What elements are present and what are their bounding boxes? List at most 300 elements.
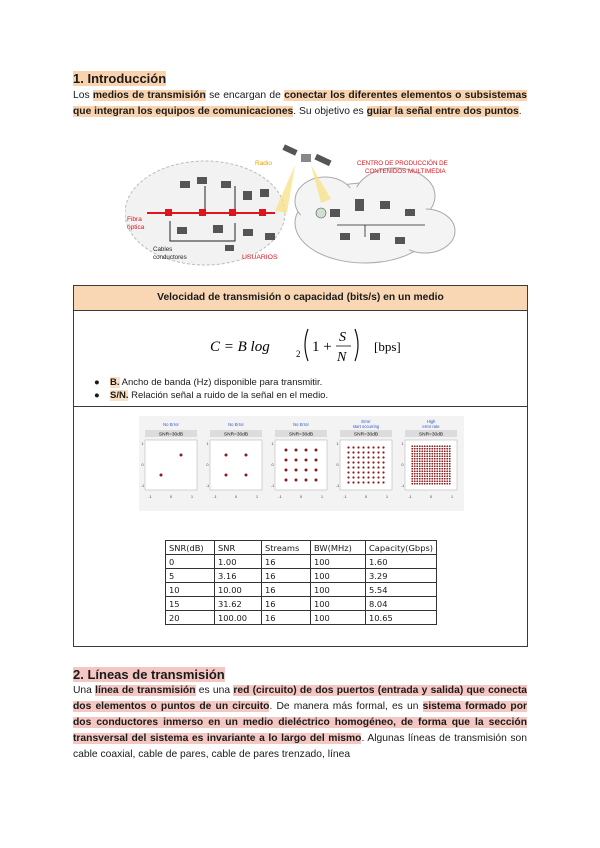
constellation-point xyxy=(429,448,431,450)
constellation-point xyxy=(421,473,423,475)
constellation-point xyxy=(426,483,428,485)
table-cell: 1.60 xyxy=(366,555,437,569)
constellation-point xyxy=(449,450,451,452)
formula-subscript: 2 xyxy=(296,349,301,359)
x-tick-label: -1 xyxy=(213,495,217,499)
y-tick-label: 0 xyxy=(401,463,404,467)
constellation-point xyxy=(426,450,428,452)
constellation-point xyxy=(357,481,359,483)
constellation-point xyxy=(436,455,438,457)
constellation-point xyxy=(431,473,433,475)
constellation-point xyxy=(411,445,413,447)
bullet-label: B. xyxy=(110,377,120,388)
constellation-point xyxy=(416,450,418,452)
constellation-point xyxy=(426,473,428,475)
formula-numerator: S xyxy=(339,330,346,345)
constellation-point xyxy=(411,450,413,452)
capacity-table xyxy=(165,540,437,625)
constellation-point xyxy=(414,475,416,477)
snr-label: SNR=30dB xyxy=(418,432,444,438)
constellation-point xyxy=(441,445,443,447)
constellation-point xyxy=(416,478,418,480)
constellation-point xyxy=(377,446,379,448)
constellation-point xyxy=(411,473,413,475)
constellation-point xyxy=(439,450,441,452)
constellation-point xyxy=(411,478,413,480)
constellation-point xyxy=(436,463,438,465)
table-cell: 100.00 xyxy=(215,611,262,625)
x-tick-label: -1 xyxy=(278,495,282,499)
table-cell: 100 xyxy=(311,597,366,611)
constellation-point xyxy=(424,465,426,467)
constellation-point xyxy=(419,475,421,477)
constellation-point xyxy=(362,461,364,463)
table-cell: 16 xyxy=(262,611,311,625)
constellation-point xyxy=(446,455,448,457)
highlight-phrase: sistema formado por dos conductores inmerso en un medio dieléctrico homogéneo, de forma que la sección transversal del sistema es invariante a lo largo del mismo xyxy=(73,701,527,744)
text-run: . xyxy=(518,106,522,117)
text-run: . Su objetivo es xyxy=(293,106,367,117)
table-cell: 16 xyxy=(262,569,311,583)
constellation-point xyxy=(441,480,443,482)
constellation-point xyxy=(431,445,433,447)
constellation-point xyxy=(372,446,374,448)
constellation-point xyxy=(424,470,426,472)
constellation-point xyxy=(421,475,423,477)
constellation-point xyxy=(416,460,418,462)
constellation-point xyxy=(424,480,426,482)
constellation-point xyxy=(449,463,451,465)
y-tick-label: -1 xyxy=(335,484,340,488)
constellation-point xyxy=(372,476,374,478)
constellation-point xyxy=(414,463,416,465)
constellation-point xyxy=(431,458,433,460)
constellation-point xyxy=(426,468,428,470)
constellation-point xyxy=(429,470,431,472)
constellation-point xyxy=(446,453,448,455)
constellation-point xyxy=(434,478,436,480)
constellation-point xyxy=(436,450,438,452)
constellation-point xyxy=(419,450,421,452)
constellation-point xyxy=(414,450,416,452)
constellation-point xyxy=(382,451,384,453)
constellation-point xyxy=(449,458,451,460)
constellation-point xyxy=(419,473,421,475)
constellation-point xyxy=(429,463,431,465)
table-header-row xyxy=(166,541,437,555)
constellation-point xyxy=(377,451,379,453)
constellation-caption: error rate xyxy=(422,424,440,429)
constellation-point xyxy=(429,455,431,457)
constellation-point xyxy=(347,476,349,478)
box-divider xyxy=(74,406,527,407)
table-cell: 15 xyxy=(166,597,215,611)
constellation-point xyxy=(414,465,416,467)
variable-list xyxy=(84,376,328,402)
constellation-point xyxy=(449,465,451,467)
constellation-point xyxy=(441,460,443,462)
constellation-point xyxy=(372,456,374,458)
shannon-formula xyxy=(204,321,404,369)
snr-label: SNR=30dB xyxy=(288,432,314,438)
text-run: es una xyxy=(195,685,234,696)
constellation-point xyxy=(446,483,448,485)
table-cell: 10 xyxy=(166,583,215,597)
right-paren xyxy=(355,329,358,361)
constellation-point xyxy=(429,458,431,460)
constellation-point xyxy=(421,445,423,447)
constellation-point xyxy=(434,445,436,447)
constellation-point xyxy=(419,480,421,482)
constellation-point xyxy=(446,448,448,450)
constellation-point xyxy=(431,475,433,477)
constellation-point xyxy=(377,466,379,468)
constellation-point xyxy=(352,471,354,473)
constellation-point xyxy=(446,480,448,482)
section-heading-lineas xyxy=(73,667,225,682)
constellation-point xyxy=(367,471,369,473)
constellation-point xyxy=(352,476,354,478)
constellation-point xyxy=(352,451,354,453)
constellation-point xyxy=(441,450,443,452)
constellation-point xyxy=(419,455,421,457)
y-tick-label: 0 xyxy=(271,463,274,467)
x-tick-label: 1 xyxy=(321,495,323,499)
constellation-point xyxy=(362,476,364,478)
constellation-point xyxy=(444,445,446,447)
constellation-point xyxy=(362,451,364,453)
constellation-point xyxy=(367,476,369,478)
constellation-point xyxy=(382,476,384,478)
constellation-point xyxy=(421,468,423,470)
constellation-point xyxy=(382,471,384,473)
constellation-point xyxy=(449,460,451,462)
constellation-point xyxy=(305,449,308,452)
constellation-point xyxy=(446,458,448,460)
constellation-point xyxy=(357,466,359,468)
constellation-point xyxy=(426,470,428,472)
constellation-point xyxy=(421,463,423,465)
constellation-point xyxy=(372,461,374,463)
constellation-point xyxy=(444,475,446,477)
constellation-point xyxy=(421,450,423,452)
constellation-point xyxy=(382,481,384,483)
constellation-point xyxy=(441,470,443,472)
table-row xyxy=(166,583,437,597)
text-run: Una xyxy=(73,685,96,696)
constellation-point xyxy=(367,446,369,448)
constellation-point xyxy=(416,468,418,470)
constellation-point xyxy=(446,465,448,467)
text-run: Los xyxy=(73,90,93,101)
constellation-point xyxy=(357,476,359,478)
constellation-point xyxy=(357,446,359,448)
constellation-point xyxy=(434,463,436,465)
constellation-point xyxy=(449,473,451,475)
constellation-point xyxy=(362,471,364,473)
constellation-point xyxy=(444,458,446,460)
y-tick-label: 1 xyxy=(271,442,274,446)
constellation-point xyxy=(372,481,374,483)
constellation-point xyxy=(439,465,441,467)
table-cell: 5.54 xyxy=(366,583,437,597)
constellation-point xyxy=(419,478,421,480)
bullet-icon: ● xyxy=(94,390,100,401)
constellation-point xyxy=(414,458,416,460)
constellation-point xyxy=(429,445,431,447)
constellation-point xyxy=(414,473,416,475)
table-cell: 3.16 xyxy=(215,569,262,583)
constellation-point xyxy=(245,474,248,477)
constellation-point xyxy=(372,466,374,468)
capacity-box xyxy=(73,285,528,647)
constellation-point xyxy=(426,475,428,477)
text-run: se encargan de xyxy=(205,90,285,101)
constellation-point xyxy=(436,473,438,475)
constellation-point xyxy=(362,466,364,468)
constellation-point xyxy=(446,473,448,475)
constellation-point xyxy=(362,456,364,458)
constellation-point xyxy=(434,453,436,455)
constellation-point xyxy=(424,453,426,455)
constellation-point xyxy=(414,445,416,447)
constellation-point xyxy=(411,453,413,455)
constellation-point xyxy=(449,468,451,470)
constellation-point xyxy=(160,474,163,477)
constellation-point xyxy=(426,445,428,447)
constellation-point xyxy=(419,445,421,447)
constellation-point xyxy=(411,448,413,450)
constellation-point xyxy=(295,479,298,482)
constellation-point xyxy=(446,463,448,465)
constellation-point xyxy=(429,465,431,467)
constellation-point xyxy=(424,450,426,452)
constellation-point xyxy=(382,446,384,448)
constellation-point xyxy=(431,455,433,457)
constellation-point xyxy=(439,468,441,470)
constellation-point xyxy=(444,453,446,455)
constellation-point xyxy=(411,465,413,467)
constellation-point xyxy=(421,480,423,482)
constellation-point xyxy=(431,463,433,465)
constellation-point xyxy=(439,480,441,482)
highlight-phrase: guiar la señal entre dos puntos xyxy=(366,106,519,117)
x-tick-label: -1 xyxy=(408,495,412,499)
constellation-plot xyxy=(210,440,262,490)
constellation-point xyxy=(421,453,423,455)
constellation-point xyxy=(295,459,298,462)
y-tick-label: -1 xyxy=(270,484,275,488)
constellation-point xyxy=(419,470,421,472)
constellation-caption: No Error xyxy=(293,422,309,427)
constellation-point xyxy=(411,468,413,470)
constellation-point xyxy=(429,468,431,470)
constellation-point xyxy=(411,460,413,462)
constellation-point xyxy=(352,456,354,458)
constellation-point xyxy=(419,465,421,467)
constellation-point xyxy=(424,460,426,462)
constellation-point xyxy=(347,446,349,448)
constellation-point xyxy=(411,480,413,482)
constellation-point xyxy=(382,456,384,458)
constellation-point xyxy=(411,475,413,477)
constellation-point xyxy=(377,476,379,478)
constellation-point xyxy=(434,480,436,482)
constellation-point xyxy=(424,463,426,465)
constellation-point xyxy=(434,458,436,460)
qam-constellations xyxy=(139,416,464,511)
constellation-point xyxy=(431,448,433,450)
constellation-point xyxy=(431,450,433,452)
constellation-point xyxy=(367,481,369,483)
constellation-point xyxy=(444,463,446,465)
constellation-point xyxy=(416,475,418,477)
text-run: . De manera más formal, es un xyxy=(269,701,423,712)
x-tick-label: -1 xyxy=(148,495,152,499)
constellation-point xyxy=(414,455,416,457)
constellation-point xyxy=(431,460,433,462)
constellation-point xyxy=(449,448,451,450)
constellation-point xyxy=(426,463,428,465)
constellation-point xyxy=(416,465,418,467)
constellation-point xyxy=(434,460,436,462)
constellation-point xyxy=(439,458,441,460)
constellation-point xyxy=(347,466,349,468)
constellation-point xyxy=(436,453,438,455)
y-tick-label: 0 xyxy=(336,463,339,467)
table-cell: 10.65 xyxy=(366,611,437,625)
constellation-point xyxy=(347,461,349,463)
constellation-point xyxy=(315,459,318,462)
constellation-point xyxy=(431,470,433,472)
constellation-caption: Error xyxy=(361,419,371,424)
cables-label: Cables xyxy=(153,246,173,253)
constellation-point xyxy=(446,445,448,447)
constellation-point xyxy=(285,459,288,462)
constellation-point xyxy=(434,455,436,457)
table-header-cell: Streams xyxy=(262,541,311,555)
fibra-label: Fibra xyxy=(127,216,142,223)
constellation-point xyxy=(421,470,423,472)
constellation-point xyxy=(424,458,426,460)
constellation-point xyxy=(419,458,421,460)
constellation-point xyxy=(419,463,421,465)
constellation-plot xyxy=(405,440,457,490)
constellation-point xyxy=(441,463,443,465)
constellation-point xyxy=(424,468,426,470)
constellation-point xyxy=(446,478,448,480)
constellation-point xyxy=(441,455,443,457)
table-cell: 100 xyxy=(311,583,366,597)
constellation-point xyxy=(362,446,364,448)
constellation-point xyxy=(225,474,228,477)
constellation-point xyxy=(424,473,426,475)
constellation-point xyxy=(444,483,446,485)
constellation-point xyxy=(416,458,418,460)
constellation-point xyxy=(449,483,451,485)
constellation-point xyxy=(446,470,448,472)
constellation-point xyxy=(444,478,446,480)
constellation-point xyxy=(431,478,433,480)
x-tick-label: -1 xyxy=(343,495,347,499)
constellation-point xyxy=(347,471,349,473)
constellation-point xyxy=(434,470,436,472)
constellation-point xyxy=(295,449,298,452)
constellation-point xyxy=(352,481,354,483)
constellation-point xyxy=(285,469,288,472)
constellation-point xyxy=(305,479,308,482)
usuarios-label: USUARIOS xyxy=(242,254,278,261)
constellation-point xyxy=(419,453,421,455)
constellation-point xyxy=(431,480,433,482)
table-cell: 16 xyxy=(262,555,311,569)
constellation-point xyxy=(411,455,413,457)
x-tick-label: 0 xyxy=(235,495,237,499)
constellation-point xyxy=(225,454,228,457)
constellation-point xyxy=(439,478,441,480)
constellation-caption: High xyxy=(426,419,436,424)
constellation-point xyxy=(362,481,364,483)
constellation-point xyxy=(434,473,436,475)
constellation-point xyxy=(436,448,438,450)
constellation-point xyxy=(414,483,416,485)
table-cell: 16 xyxy=(262,597,311,611)
table-row xyxy=(166,569,437,583)
table-header-cell: BW(MHz) xyxy=(311,541,366,555)
constellation-point xyxy=(436,445,438,447)
constellation-point xyxy=(436,483,438,485)
constellation-plot xyxy=(275,440,327,490)
x-tick-label: 1 xyxy=(451,495,453,499)
constellation-point xyxy=(414,460,416,462)
constellation-point xyxy=(357,456,359,458)
bullet-text: Ancho de banda (Hz) disponible para transmitir. xyxy=(119,377,323,388)
constellation-point xyxy=(416,445,418,447)
constellation-point xyxy=(444,465,446,467)
x-tick-label: 1 xyxy=(386,495,388,499)
constellation-point xyxy=(367,461,369,463)
y-tick-label: 1 xyxy=(336,442,339,446)
constellation-point xyxy=(439,475,441,477)
constellation-point xyxy=(372,471,374,473)
constellation-point xyxy=(449,470,451,472)
constellation-point xyxy=(441,468,443,470)
constellation-point xyxy=(436,478,438,480)
constellation-point xyxy=(444,448,446,450)
table-cell: 100 xyxy=(311,611,366,625)
constellation-point xyxy=(414,448,416,450)
constellation-point xyxy=(419,483,421,485)
constellation-point xyxy=(429,453,431,455)
constellation-point xyxy=(411,470,413,472)
y-tick-label: -1 xyxy=(400,484,405,488)
constellation-point xyxy=(426,478,428,480)
constellation-point xyxy=(352,446,354,448)
text-run: . Algunas líneas de transmisión son cable coaxial, cable de pares, cable de pares trenzado, línea xyxy=(73,733,527,760)
constellation-point xyxy=(436,460,438,462)
table-cell: 8.04 xyxy=(366,597,437,611)
y-tick-label: 1 xyxy=(141,442,144,446)
constellation-point xyxy=(285,449,288,452)
table-row xyxy=(166,597,437,611)
intro-paragraph xyxy=(73,88,527,120)
constellation-point xyxy=(431,453,433,455)
constellation-point xyxy=(421,448,423,450)
constellation-point xyxy=(449,478,451,480)
constellation-point xyxy=(367,456,369,458)
constellation-point xyxy=(441,465,443,467)
constellation-point xyxy=(436,475,438,477)
